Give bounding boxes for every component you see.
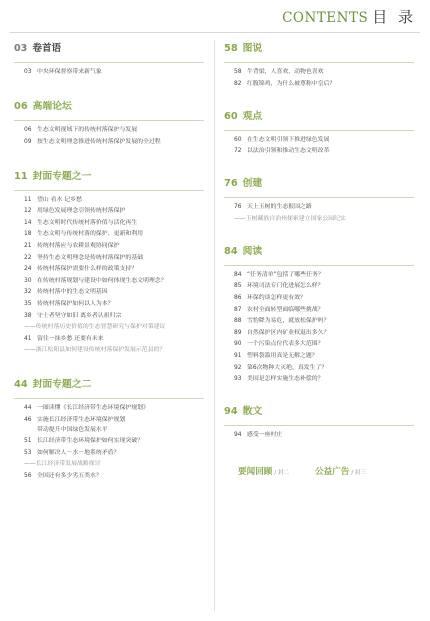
toc-entry[interactable] — [234, 136, 414, 144]
right-column — [224, 40, 414, 478]
section-page-number: 06 — [14, 101, 28, 112]
section-rule — [224, 130, 414, 131]
entry-title: 用绿色发展理念引领传统村落保护 — [37, 208, 126, 215]
toc-entry[interactable] — [234, 317, 414, 325]
entry-page-number: 24 — [24, 266, 32, 273]
entry-title: 牛背梁，人喜欢，动物也喜欢 — [247, 69, 324, 75]
entry-title: 自然保护区内矿业权退出多久？ — [247, 329, 330, 336]
contents-title-cn: 目 录 — [372, 8, 416, 26]
entry-page-number: 53 — [24, 449, 32, 456]
entry-title: 感受一座村庄 — [247, 432, 283, 439]
toc-entry[interactable] — [234, 375, 414, 383]
entry-title: 在传统村落规划与建设中如何体现生态文明理念？ — [37, 277, 167, 284]
footer-link[interactable] — [315, 459, 366, 478]
toc-entry[interactable] — [234, 306, 414, 314]
entry-title: 坚持生态文明理念是传统村落保护的基础 — [37, 254, 144, 261]
column-divider — [214, 40, 215, 611]
toc-entry[interactable] — [24, 404, 204, 412]
entry-title: ——玉树藏族自治州探索建立国家公园纪实 — [234, 215, 346, 222]
entry-page-number: 58 — [234, 69, 242, 75]
entry-page-number: 41 — [24, 335, 32, 342]
toc-section — [14, 168, 204, 355]
toc-entry[interactable] — [24, 138, 204, 146]
entry-page-number: 87 — [234, 306, 242, 313]
entry-title: 如何解决人－水－地系统矛盾？ — [37, 449, 120, 456]
entry-page-number: 82 — [234, 80, 242, 87]
entry-page-number: 03 — [24, 69, 32, 75]
toc-section — [224, 403, 414, 439]
toc-section — [224, 175, 414, 223]
entry-title: 传统村落保护如何以人为本？ — [37, 300, 114, 307]
section-rule — [14, 120, 204, 121]
toc-entry[interactable] — [234, 68, 414, 76]
entry-title: 传统村落中的生态文明基因 — [37, 289, 108, 296]
section-heading — [224, 108, 414, 126]
section-heading — [14, 376, 204, 394]
entry-page-number: 60 — [234, 136, 242, 143]
toc-section — [224, 40, 414, 88]
contents-header — [282, 6, 416, 28]
section-rule — [14, 398, 204, 399]
toc-section — [224, 243, 414, 383]
toc-entry[interactable] — [37, 426, 204, 434]
section-page-number: 60 — [224, 110, 238, 122]
toc-entry[interactable] — [24, 254, 204, 262]
section-title: 高端论坛 — [32, 101, 72, 112]
entry-page-number: 85 — [234, 283, 242, 290]
entry-page-number: 92 — [234, 364, 242, 371]
entry-title: 传统村落应与农耕景观协同保护 — [37, 242, 120, 249]
entry-title: 长江经济带生态环境保护如何实现突破？ — [37, 438, 144, 445]
section-rule — [224, 265, 414, 266]
section-heading — [14, 168, 204, 186]
entry-title: 第6次物种大灭绝，真发生了？ — [247, 364, 328, 371]
toc-entry[interactable] — [24, 126, 204, 134]
toc-entry[interactable] — [24, 449, 204, 457]
entry-title: 按生态文明理念推进传统村落保护发展的全过程 — [37, 138, 161, 145]
section-title: 卷首语 — [32, 43, 62, 54]
toc-entry[interactable] — [234, 215, 414, 223]
footer-link-note: / 封三 — [351, 470, 366, 477]
toc-entry[interactable] — [234, 431, 414, 439]
footer-link-note: / 封二 — [274, 470, 289, 477]
entry-title: 守士者坚守如旧 离乡者认祖归宗 — [37, 312, 122, 319]
footer-links — [238, 459, 414, 478]
section-title: 封面专题之二 — [32, 379, 92, 391]
entry-page-number: 94 — [234, 432, 242, 439]
contents-title-en: CONTENTS — [282, 10, 369, 26]
entry-title: 在生态文明引领下推进绿色发展 — [247, 136, 330, 143]
entry-page-number: 56 — [24, 472, 32, 479]
section-heading — [224, 403, 414, 421]
entry-title: 望山 看水 记乡愁 — [37, 196, 82, 203]
toc-entry[interactable] — [24, 346, 204, 354]
entry-title: 生态文明与传统村落的保护、更新和利用 — [37, 231, 144, 238]
toc-entry[interactable] — [234, 364, 414, 372]
toc-entry[interactable] — [24, 68, 204, 76]
entry-page-number: 86 — [234, 294, 242, 301]
toc-entry[interactable] — [24, 265, 204, 273]
toc-entry[interactable] — [24, 242, 204, 250]
section-title: 图说 — [242, 43, 263, 54]
toc-entry[interactable] — [24, 196, 204, 204]
entry-title: 天上玉树的生态报国之路 — [247, 204, 312, 211]
entry-page-number: 51 — [24, 438, 32, 445]
toc-entry[interactable] — [24, 472, 204, 480]
toc-entry[interactable] — [234, 294, 414, 302]
toc-entry[interactable] — [24, 335, 204, 343]
entry-page-number: 90 — [234, 341, 242, 348]
section-title: 散文 — [242, 406, 263, 418]
toc-entry[interactable] — [234, 340, 414, 348]
entry-page-number: 91 — [234, 352, 242, 359]
toc-entry[interactable] — [234, 203, 414, 211]
entry-page-number: 72 — [234, 148, 242, 155]
entry-page-number: 38 — [24, 312, 32, 319]
section-rule — [14, 190, 204, 191]
entry-title: 雪豹降为易危，就放松保护吗？ — [247, 318, 330, 325]
entry-title: 以法治引领和推动生态文明改革 — [247, 148, 330, 155]
section-title: 封面专题之一 — [32, 170, 92, 182]
toc-entry[interactable] — [234, 80, 414, 88]
entry-title: 塑料袋滥用真是无解之题？ — [247, 352, 318, 359]
entry-title: 环境司法专门化进展怎么样？ — [247, 283, 324, 290]
entry-page-number: 46 — [24, 416, 32, 423]
section-heading — [224, 175, 414, 193]
toc-section — [14, 40, 204, 76]
section-page-number: 44 — [14, 379, 28, 391]
entry-page-number: 14 — [24, 219, 32, 226]
toc-entry[interactable] — [234, 352, 414, 360]
entry-title: 中央环保督察带来新气象 — [37, 69, 102, 75]
entry-page-number: 22 — [24, 254, 32, 261]
section-heading — [14, 40, 204, 58]
toc-entry[interactable] — [24, 416, 204, 424]
section-title: 观点 — [242, 110, 263, 122]
entry-title: 生态文明视域下的传统村落保护与发展 — [37, 127, 138, 133]
left-column — [14, 40, 204, 483]
section-page-number: 84 — [224, 245, 238, 257]
section-heading — [224, 243, 414, 261]
entry-title: 美国是怎样实施生态补偿的？ — [247, 376, 324, 383]
section-rule — [224, 62, 414, 63]
entry-title: 农村全面转型面临哪些挑战？ — [247, 306, 324, 313]
entry-page-number: 44 — [24, 405, 32, 412]
footer-link[interactable] — [238, 459, 289, 478]
section-heading — [224, 40, 414, 58]
entry-title: “任务清单”包括了哪些任务？ — [247, 271, 324, 278]
entry-title: ——浙江松阳县如何建设传统村落保护发展示范县的？ — [24, 347, 166, 354]
section-title: 创建 — [242, 178, 263, 190]
toc-section — [224, 108, 414, 156]
section-page-number: 11 — [14, 170, 28, 182]
entry-page-number: 35 — [24, 300, 32, 307]
toc-entry[interactable] — [24, 230, 204, 238]
toc-entry[interactable] — [24, 300, 204, 308]
toc-entry[interactable] — [234, 271, 414, 279]
toc-section — [14, 376, 204, 480]
entry-title: 全国还有多少劣五类水？ — [37, 472, 102, 479]
toc-entry[interactable] — [24, 460, 204, 468]
entry-title: 带动提升中国绿色发展水平 — [37, 426, 108, 433]
section-page-number: 76 — [224, 178, 238, 190]
section-page-number: 58 — [224, 43, 238, 54]
entry-page-number: 89 — [234, 329, 242, 336]
section-page-number: 03 — [14, 43, 28, 54]
toc-entry[interactable] — [24, 288, 204, 296]
toc-entry[interactable] — [234, 329, 414, 337]
section-rule — [14, 62, 204, 63]
header-divider — [10, 32, 420, 33]
footer-link-label: 公益广告 — [315, 467, 350, 478]
entry-page-number: 88 — [234, 318, 242, 325]
entry-title: 实施长江经济带生态环境保护规划 — [37, 416, 126, 423]
section-title: 阅读 — [242, 245, 263, 257]
entry-title: 传统村落保护需要什么样的政策支持？ — [37, 266, 138, 273]
entry-title: ——传统村落历史价值的生态智慧研究与保护对策建议 — [24, 324, 166, 331]
entry-page-number: 84 — [234, 271, 242, 278]
footer-link-label: 要闻回顾 — [238, 467, 273, 478]
entry-page-number: 76 — [234, 204, 242, 211]
toc-section — [14, 98, 204, 146]
section-heading — [14, 98, 204, 116]
entry-title: 环保约谈怎样更有效？ — [247, 294, 306, 301]
entry-page-number: 32 — [24, 289, 32, 296]
entry-title: 留住一抹乡愁 还要有未来 — [37, 335, 104, 342]
entry-title: 一个污染点位代表多大范围？ — [247, 341, 324, 348]
entry-title: 一图读懂《长江经济带生态环境保护规划》 — [37, 405, 149, 412]
toc-entry[interactable] — [24, 323, 204, 331]
toc-entry[interactable] — [24, 437, 204, 445]
toc-entry[interactable] — [24, 277, 204, 285]
entry-page-number: 18 — [24, 231, 32, 238]
entry-page-number: 21 — [24, 242, 32, 249]
toc-entry[interactable] — [234, 282, 414, 290]
entry-title: ——长江经济带发展战略探讨 — [24, 461, 101, 468]
entry-title: 生态文明时代传统村落价值与活化再生 — [37, 219, 138, 226]
entry-page-number: 09 — [24, 138, 32, 145]
section-rule — [224, 425, 414, 426]
section-page-number: 94 — [224, 406, 238, 418]
section-rule — [224, 197, 414, 198]
toc-entry[interactable] — [24, 207, 204, 215]
entry-page-number: 12 — [24, 208, 32, 215]
toc-entry[interactable] — [234, 147, 414, 155]
entry-page-number: 06 — [24, 127, 32, 133]
entry-page-number: 30 — [24, 277, 32, 284]
entry-page-number: 93 — [234, 376, 242, 383]
toc-entry[interactable] — [24, 312, 204, 320]
entry-title: 红腹锦鸡，为什么被尊称中皇后？ — [247, 80, 336, 87]
entry-page-number: 11 — [24, 196, 32, 203]
toc-entry[interactable] — [24, 219, 204, 227]
